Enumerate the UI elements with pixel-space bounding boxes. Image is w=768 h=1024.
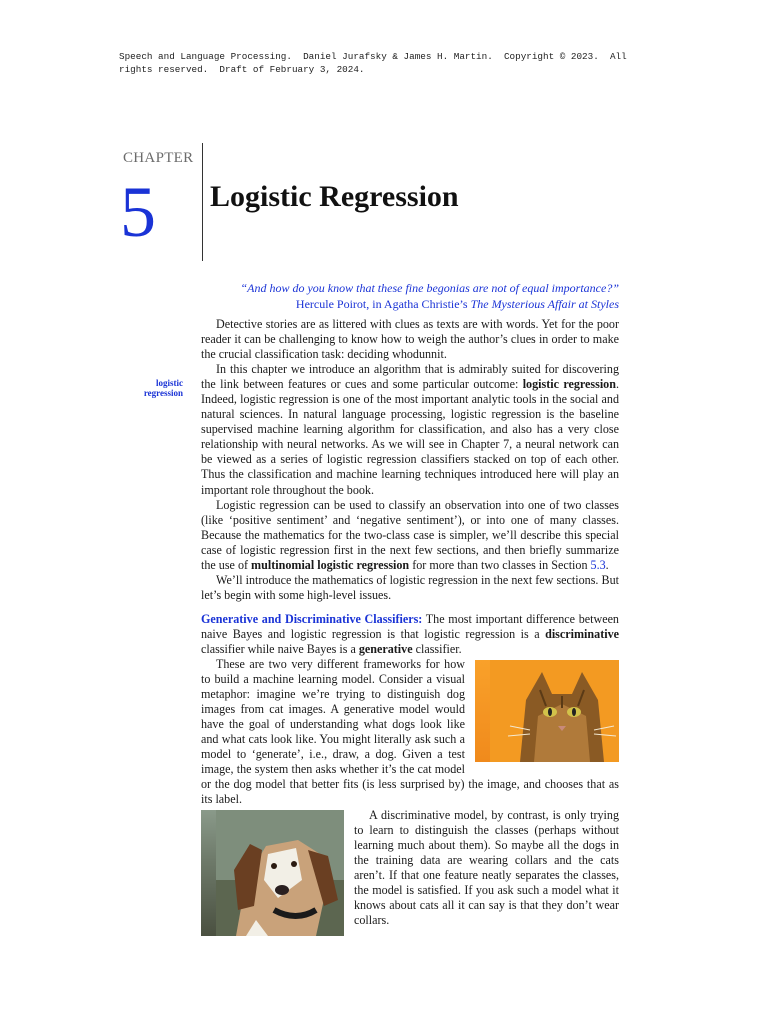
term-multinomial-logistic-regression: multinomial logistic regression — [251, 557, 410, 572]
margin-note-line2: regression — [143, 388, 183, 398]
paragraph-generative-discriminative — [201, 612, 619, 657]
attribution-title: The Mysterious Affair at Styles — [470, 297, 619, 311]
margin-note-line1: logistic — [156, 378, 183, 388]
epigraph-attribution — [200, 296, 619, 312]
paragraph-6 — [201, 657, 619, 807]
chapter-number: 5 — [120, 172, 156, 252]
chapter-title: Logistic Regression — [210, 180, 459, 213]
section-heading: Generative and Discriminative Classifiers: — [201, 611, 423, 626]
p2-text-b: . Indeed, logistic regression is one of the most important analytic tools in the social and natural sciences. In natural language processing, logistic regression is the baseline supervised machine learning algorithm for classification, and also has a very close relationship with neural networks. As we will see in Chapter 7, a neural network can be viewed as a series of logistic regression classifiers stacked on top of each other. Thus the classification and machine learning techniques introduced here will play an important role throughout the book. — [201, 377, 619, 497]
p2-text-a: In this chapter we introduce an algorithm that is admirably suited for discovering the link between features or cues and some particular outcome: — [201, 362, 619, 392]
body-text — [201, 317, 619, 936]
p3-text-a: Logistic regression can be used to classify an observation into one of two classes (like ‘positive sentiment’ and ‘negative sentiment’), or into one of many classes. Because the mathematics for the two-class case is simpler, we’ll describe this special case of logistic regression first in the next few sections, and then briefly summarize the use of — [201, 497, 619, 572]
paragraph-4: We’ll introduce the mathematics of logistic regression in the next few sections. But let’s begin with some high-level issues. — [201, 572, 619, 602]
paragraph-1: Detective stories are as littered with clues as texts are with words. Yet for the poor reader it can be challenging to know how to weigh the author’s clues in order to make the crucial classification task: deciding whodunnit. — [201, 317, 619, 362]
p7-text: A discriminative model, by contrast, is only trying to learn to distinguish the classes (perhaps without learning much about them). So maybe all the dogs in the training data are wearing collars and the cats aren’t. If that one feature neatly separates the classes, the model is satisfied. If you ask such a model what it knows about cats all it can say is that they don’t wear collars. — [354, 807, 619, 927]
cat-image — [475, 660, 619, 762]
term-logistic-regression: logistic regression — [522, 377, 616, 392]
p5-text-c: classifier. — [412, 641, 462, 656]
p3-text-c: . — [605, 557, 609, 572]
p5-text-a: The most important difference between naive Bayes and logistic regression is that logistic regression is a — [201, 611, 619, 641]
epigraph-quote: “And how do you know that these fine begonias are not of equal importance?” — [240, 281, 619, 295]
section-link-5-3[interactable]: 5.3 — [590, 557, 606, 572]
running-header: Speech and Language Processing. Daniel Jurafsky & James H. Martin. Copyright © 2023. All rights reserved. Draft of February 3, 2024. — [119, 51, 633, 75]
margin-note-logistic-regression — [130, 378, 183, 398]
paragraph-2 — [201, 362, 619, 497]
paragraph-7 — [201, 808, 619, 928]
epigraph — [200, 280, 619, 312]
p5-text-b: classifier while naive Bayes is a — [201, 641, 359, 656]
p3-text-b: for more than two classes in Section — [409, 557, 591, 572]
chapter-label: CHAPTER — [123, 150, 194, 166]
term-generative: generative — [358, 641, 413, 656]
p6-text: These are two very different frameworks for how to build a machine learning model. Consider a visual metaphor: imagine we’re trying to distinguish dog images from cat images. A generative model would have the goal of understanding what dogs look like and what cats look like. You might literally ask such a model to ‘generate’, i.e., draw, a dog. Given a test image, the system then asks whether it’s the cat model or the dog model that better fits (is less surprised by) the image, and chooses that as its label. — [201, 657, 619, 807]
chapter-divider — [202, 143, 203, 261]
attribution-prefix: Hercule Poirot, in Agatha Christie’s — [295, 297, 471, 311]
term-discriminative: discriminative — [545, 626, 619, 641]
paragraph-3 — [201, 498, 619, 573]
dog-image — [201, 810, 344, 936]
